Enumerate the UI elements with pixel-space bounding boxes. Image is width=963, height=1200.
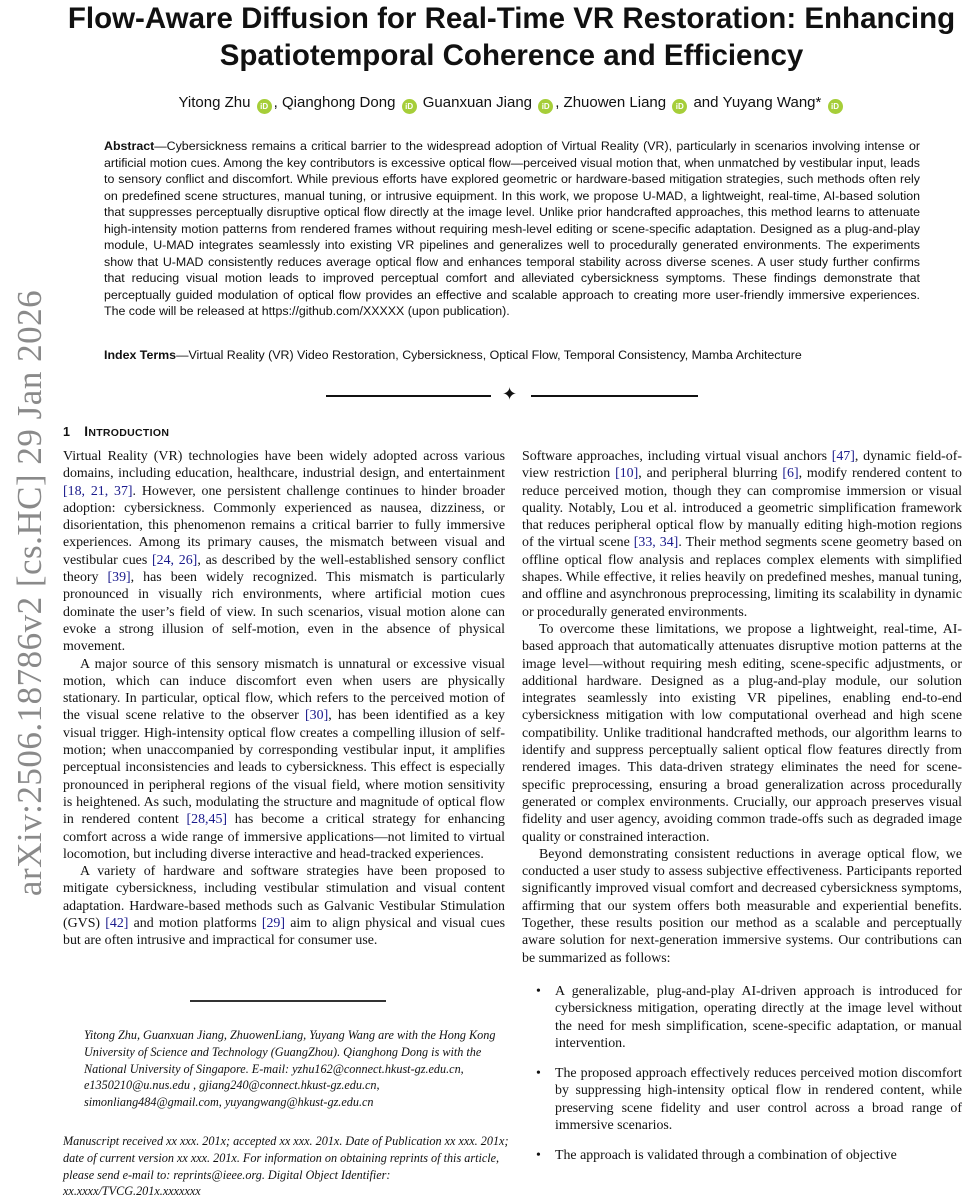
abstract: Abstract—Cybersickness remains a critical barrier to the widespread adoption of Virtual Reality (VR), particularly in scenarios involving intense or artificial motion cues. Among the key contributors is excessive optical flow—perceived visual motion that, when unmatched by vestibular input, leads to sensory conflict and discomfort. While previous efforts have explored geometric or hardware-based mitigation strategies, such methods often rely on predefined scene structures, manual tuning, or intrusive equipment. In this work, we propose U-MAD, a lightweight, real-time, AI-based solution that suppresses perceptually disruptive optical flow directly at the image level. Unlike prior handcrafted approaches, this method learns to attenuate high-intensity motion patterns from rendered frames without requiring mesh-level editing or scene-specific adaptation. Designed as a plug-and-play module, U-MAD integrates seamlessly into existing VR pipelines and generalizes well to procedurally generated environments. The experiments show that U-MAD consistently reduces average optical flow and enhances temporal stability across diverse scenes. A user study further confirms that reducing visual motion leads to improved perceptual comfort and alleviated cybersickness symptoms. These findings demonstrate that perceptually guided modulation of optical flow provides an effective and scalable approach to creating more user-friendly immersive experiences. The code will be released at https://github.com/XXXXX (upon publication).: [104, 139, 920, 318]
citation-link[interactable]: [29]: [261, 916, 286, 932]
citation-link[interactable]: [24, 26]: [152, 552, 198, 568]
citation-link[interactable]: [10]: [615, 466, 639, 482]
contribution-item: • The proposed approach effectively reduces perceived motion discomfort by suppressing high-intensity optical flow in rendered content, while preserving scene fidelity and user control across a broad range of immersive scenarios.: [536, 1065, 962, 1134]
arxiv-id-text: arXiv:2506.18786v2 [cs.HC] 29 Jan 2026: [10, 289, 49, 897]
title-line-1: Flow-Aware Diffusion for Real-Time VR Restoration: Enhancing: [67, 2, 956, 35]
orcid-icon[interactable]: iD: [538, 99, 553, 114]
intro-paragraph-1: Virtual Reality (VR) technologies have been widely adopted across various domains, including education, healthcare, industrial design, and entertainment [18, 21, 37]. However, one persistent challenge continues to hinder broader adoption: cybersickness. Commonly experienced as nausea, dizziness, or disorientation, this phenomenon remains a critical barrier to fully immersive experiences. Among its primary causes, the mismatch between visual and vestibular cues [24, 26], as described by the well-established sensory conflict theory [39], has been widely recognized. This mismatch is particularly pronounced in visually rich environments, where artificial motion cues dominate the user’s field of view. In such scenarios, visual motion alone can evoke a strong illusion of self-motion, even in the absence of physical movement.: [63, 449, 506, 655]
right-column: [522, 448, 962, 1178]
citation-link[interactable]: [28,45]: [186, 812, 228, 828]
footnote-manuscript-info: Manuscript received xx xxx. 201x; accepted xx xxx. 201x. Date of Publication xx xxx. 201x; date of current version xx xxx. 201x. For information on obtaining reprints of this article, please send e-mail to: reprints@ieee.org. Digital Object Identifier: xx.xxxx/TVCG.201x.xxxxxxx: [63, 1134, 509, 1199]
citation-link[interactable]: [6]: [782, 466, 799, 482]
citation-link[interactable]: [33, 34]: [633, 535, 679, 551]
paper-title: [60, 0, 963, 74]
footnote-affiliation: Yitong Zhu, Guanxuan Jiang, ZhuowenLiang, Yuyang Wang are with the Hong Kong University of Science and Technology (GuangZhou). Qianghong Dong is with the National University of Singapore. E-mail: yzhu162@connect.hkust-gz.edu.cn, e1350210@u.nus.edu , gjiang240@connect.hkust-gz.edu.cn, simonliang484@gmail.com, yuyangwang@hkust-gz.edu.cn: [84, 1028, 496, 1110]
intro-paragraph-2: A major source of this sensory mismatch is unnatural or excessive visual motion, which can induce discomfort even when users are physically stationary. In particular, optical flow, which refers to the perceived motion of the visual scene relative to the observer [30], has been identified as a key visual trigger. High-intensity optical flow creates a compelling illusion of self-motion; when unaccompanied by corresponding vestibular input, it amplifies perceptual inconsistencies and leads to cybersickness. This effect is especially pronounced in peripheral regions of the visual field, where motion sensitivity is heightened. As such, modulating the structure and magnitude of optical flow in rendered content [28,45] has become a critical strategy for enhancing comfort across a wide range of immersive applications—not limited to virtual locomotion, but including diverse interactive and head-tracked experiences.: [63, 656, 505, 862]
author-5: Yuyang Wang* iD: [723, 94, 845, 111]
orcid-icon[interactable]: iD: [257, 99, 272, 114]
orcid-icon[interactable]: iD: [672, 99, 687, 114]
intro-paragraph-3: A variety of hardware and software strategies have been proposed to mitigate cybersickness, including vestibular stimulation and visual content adaptation. Hardware-based methods such as Galvanic Vestibular Stimulation (GVS) [42] and motion platforms [29] aim to align physical and visual cues but are often intrusive and impractical for consumer use.: [63, 864, 506, 949]
citation-link[interactable]: [47]: [831, 449, 855, 464]
orcid-icon[interactable]: iD: [402, 99, 417, 114]
section-divider: [326, 384, 696, 405]
arxiv-identifier-stamp: [8, 278, 52, 908]
orcid-icon[interactable]: iD: [828, 99, 843, 114]
intro-paragraph-6: Beyond demonstrating consistent reductions in average optical flow, we conducted a user study to assess subjective effectiveness. Participants reported significantly improved visual comfort and decreased cybersickness symptoms, affirming that our system offers both measurable and experiential benefits. Together, these results position our method as a scalable and perceptually aware solution for next-generation immersive systems. Our contributions can be summarized as follows:: [522, 846, 962, 966]
citation-link[interactable]: [42]: [105, 916, 129, 932]
intro-paragraph-4: Software approaches, including virtual visual anchors [47], dynamic field-of-view restriction [10], and peripheral blurring [6], modify rendered content to reduce perceived motion, though they can compromise immersion or visual quality. Notably, Lou et al. introduced a geometric simplification framework that reduces peripheral optical flow by manually editing high-motion regions of the virtual scene [33, 34]. Their method segments scene geometry based on offline optical flow analysis and replaces complex elements with simplified shapes. While effective, it relies heavily on predefined meshes, manual tuning, and offline and asynchronous preprocessing, limiting its scalability in dynamic or procedurally generated environments.: [522, 449, 962, 620]
intro-paragraph-5: To overcome these limitations, we propose a lightweight, real-time, AI-based approach that automatically attenuates disruptive motion patterns at the image level—without requiring mesh editing, scene-specific adjustments, or additional hardware. Designed as a plug-and-play module, our solution integrates seamlessly into existing VR pipelines, enabling end-to-end cybersickness mitigation with low computational overhead and high scene compatibility. Unlike traditional handcrafted methods, our algorithm learns to identify and suppress perceptually salient optical flow features directly from rendered images. This data-driven strategy eliminates the need for scene-specific preprocessing, ensuring a broad generalization across procedurally generated or complex environments. Crucially, our approach preserves visual fidelity and user agency, avoiding common trade-offs such as degraded image quality or constrained interaction.: [522, 621, 962, 845]
index-terms-text: Virtual Reality (VR) Video Restoration, Cybersickness, Optical Flow, Temporal Consistency, Mamba Architecture: [188, 348, 802, 362]
divider-line-right: [531, 395, 698, 397]
index-terms: Index Terms—Virtual Reality (VR) Video Restoration, Cybersickness, Optical Flow, Temporal Consistency, Mamba Architecture: [104, 348, 802, 362]
left-column: [63, 424, 505, 950]
contribution-item: • A generalizable, plug-and-play AI-driven approach is introduced for cybersickness mitigation, operating directly at the image level without the need for mesh simplification, scene-specific adaptation, or manual intervention.: [536, 983, 962, 1052]
author-1: Yitong Zhu iD ,: [178, 94, 282, 111]
author-list: [60, 92, 963, 114]
author-3: Guanxuan Jiang iD ,: [423, 94, 564, 111]
citation-link[interactable]: [18, 21, 37]: [63, 483, 133, 499]
four-point-star-icon: ✦: [502, 384, 518, 405]
abstract-text: Cybersickness remains a critical barrier to the widespread adoption of Virtual Reality (VR), particularly in scenarios involving intense or artificial motion cues. Among the key contributors is excessive optical flow—perceived visual motion that, when unmatched by vestibular input, leads to sensory conflict and discomfort. While previous efforts have explored geometric or hardware-based mitigation strategies, such methods often rely on predefined scene structures, manual tuning, or intrusive equipment. In this work, we propose U-MAD, a lightweight, real-time, AI-based solution that suppresses perceptually disruptive optical flow directly at the image level. Unlike prior handcrafted approaches, this method learns to attenuate high-intensity motion patterns from rendered frames without requiring mesh-level editing or scene-specific adaptation. Designed as a plug-and-play module, U-MAD integrates seamlessly into existing VR pipelines and generalizes well to procedurally generated environments. The experiments show that U-MAD consistently reduces average optical flow and enhances temporal stability across diverse scenes. A user study further confirms that reducing visual motion leads to improved perceptual comfort and alleviated cybersickness symptoms. These findings demonstrate that perceptually guided modulation of optical flow provides an effective and scalable approach to creating more user-friendly immersive experiences. The code will be released at https://github.com/XXXXX (upon publication).: [104, 139, 920, 318]
citation-link[interactable]: [30]: [305, 708, 329, 724]
footnote-rule: [190, 1000, 386, 1002]
author-4: Zhuowen Liang iD and: [564, 94, 723, 111]
contribution-item: • The approach is validated through a combination of objective: [536, 1147, 962, 1164]
citation-link[interactable]: [39]: [107, 570, 131, 586]
section-heading-introduction: 1 INTRODUCTION: [63, 424, 170, 439]
divider-line-left: [326, 395, 491, 397]
abstract-label: Abstract: [104, 139, 155, 153]
author-2: Qianghong Dong iD: [282, 94, 423, 111]
contributions-list: [522, 983, 962, 1165]
index-terms-label: Index Terms: [104, 348, 177, 362]
title-line-2: Spatiotemporal Coherence and Efficiency: [219, 39, 804, 72]
